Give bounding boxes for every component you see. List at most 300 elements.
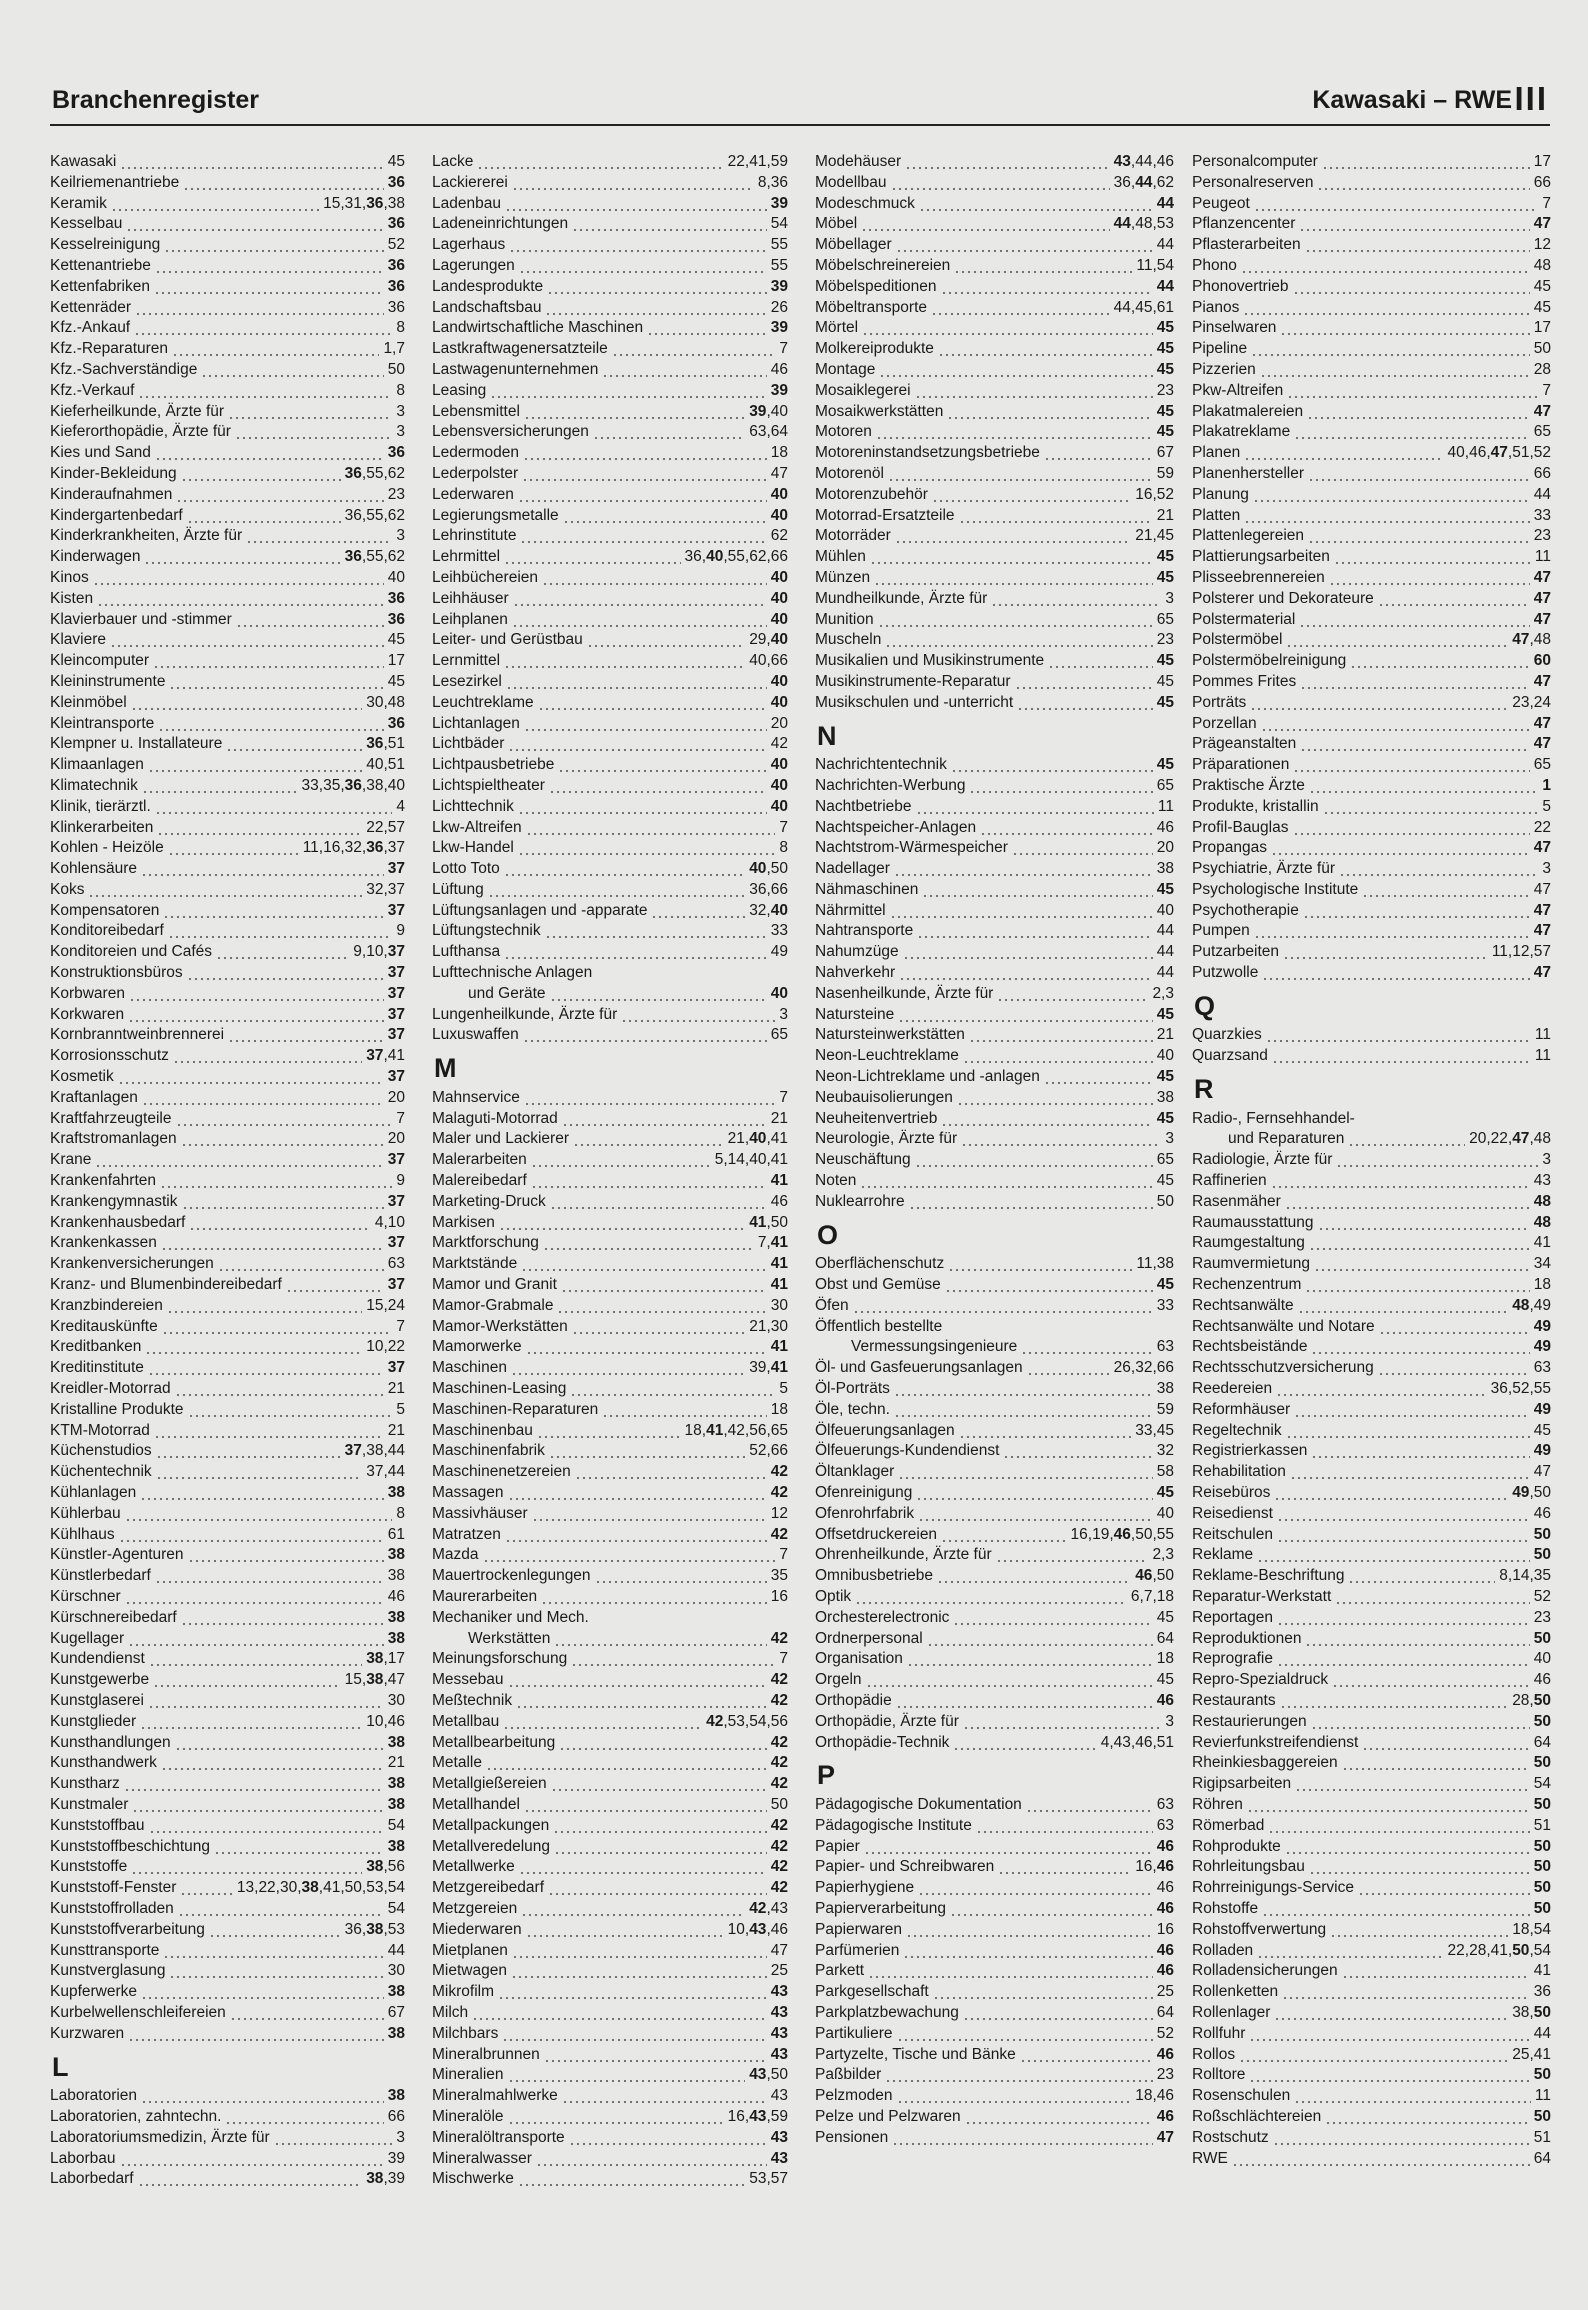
entry-pages bbox=[749, 2065, 788, 2086]
entry-pages bbox=[1157, 1005, 1174, 1026]
leader-dots bbox=[488, 880, 745, 901]
page-ref: 50 bbox=[1533, 1525, 1551, 1543]
page-ref: 44,45,61 bbox=[1113, 298, 1174, 316]
index-entry bbox=[815, 880, 1174, 901]
entry-pages bbox=[396, 1171, 405, 1192]
entry-pages bbox=[1157, 818, 1174, 839]
page-ref: 45 bbox=[1156, 360, 1174, 378]
leader-dots bbox=[1250, 693, 1508, 714]
index-entry bbox=[1192, 838, 1551, 859]
entry-pages bbox=[1534, 1587, 1551, 1608]
page-ref: 44 bbox=[1156, 943, 1174, 961]
index-entry bbox=[432, 1129, 788, 1150]
entry-label: Koks bbox=[50, 880, 85, 898]
entry-label: Kunststoff-Fenster bbox=[50, 1879, 177, 1897]
entry-label: Nachrichten-Werbung bbox=[815, 776, 966, 794]
index-entry bbox=[50, 2128, 405, 2149]
entry-label: Markisen bbox=[432, 1213, 495, 1231]
page-ref: 50 bbox=[1533, 2066, 1551, 2084]
entry-pages bbox=[771, 1275, 788, 1296]
entry-pages bbox=[771, 1025, 788, 1046]
entry-pages bbox=[1152, 1545, 1174, 1566]
index-entry bbox=[432, 1005, 788, 1026]
entry-pages bbox=[1157, 443, 1174, 464]
entry-pages bbox=[749, 1441, 788, 1462]
index-entry bbox=[432, 339, 788, 360]
entry-label: Kurzwaren bbox=[50, 2024, 125, 2042]
page-ref: 16 bbox=[770, 1587, 788, 1605]
index-entry bbox=[50, 1753, 405, 1774]
page-ref: 7 bbox=[1542, 381, 1551, 399]
leader-dots bbox=[148, 755, 362, 776]
entry-label: Rolladensicherungen bbox=[1192, 1962, 1338, 1980]
page-ref: 45 bbox=[1156, 880, 1174, 898]
leader-dots bbox=[236, 610, 384, 631]
index-entry bbox=[1192, 1608, 1551, 1629]
entry-pages bbox=[396, 381, 405, 402]
entry-pages bbox=[1534, 651, 1551, 672]
leader-dots bbox=[131, 1857, 362, 1878]
leader-dots bbox=[483, 1545, 776, 1566]
entry-pages bbox=[1157, 1296, 1174, 1317]
index-entry bbox=[50, 1358, 405, 1379]
entry-label: Röhren bbox=[1192, 1795, 1243, 1813]
index-entry bbox=[50, 1171, 405, 1192]
index-entry bbox=[50, 277, 405, 298]
page-header bbox=[50, 80, 1550, 126]
page-ref: 50 bbox=[1533, 1879, 1551, 1897]
page-ref: 45 bbox=[1156, 652, 1174, 670]
index-entry bbox=[432, 360, 788, 381]
leader-dots bbox=[593, 422, 745, 443]
page-ref: 23 bbox=[1533, 1608, 1551, 1626]
index-entry bbox=[432, 1483, 788, 1504]
page-ref: ,48 bbox=[1529, 1130, 1551, 1148]
index-entry bbox=[432, 2065, 788, 2086]
index-entry bbox=[50, 1150, 405, 1171]
page-ref: ,47 bbox=[383, 1671, 405, 1689]
entry-pages bbox=[1131, 1587, 1174, 1608]
leader-dots bbox=[128, 2024, 384, 2045]
page-ref: 29, bbox=[749, 631, 771, 649]
index-entry bbox=[1192, 755, 1551, 776]
page-ref: 8 bbox=[396, 381, 405, 399]
index-entry bbox=[432, 984, 788, 1005]
leader-dots bbox=[1244, 506, 1529, 527]
entry-label: Maschinen-Leasing bbox=[432, 1380, 567, 1398]
entry-label: Kettenantriebe bbox=[50, 256, 151, 274]
index-entry bbox=[1192, 901, 1551, 922]
index-entry bbox=[432, 2024, 788, 2045]
entry-label: Lederpolster bbox=[432, 464, 519, 482]
index-entry bbox=[432, 1753, 788, 1774]
entry-pages bbox=[396, 1400, 405, 1421]
page-ref: 26 bbox=[770, 298, 788, 316]
leader-dots bbox=[951, 755, 1153, 776]
leader-dots bbox=[561, 1275, 767, 1296]
leader-dots bbox=[1309, 1233, 1530, 1254]
entry-label: Kunstglieder bbox=[50, 1712, 137, 1730]
entry-pages bbox=[396, 1109, 405, 1130]
entry-pages bbox=[1157, 464, 1174, 485]
entry-label: Mamor-Grabmale bbox=[432, 1296, 554, 1314]
entry-pages bbox=[1157, 880, 1174, 901]
entry-pages bbox=[388, 1379, 405, 1400]
entry-label: Lackiererei bbox=[432, 173, 508, 191]
index-entry bbox=[1192, 963, 1551, 984]
index-entry bbox=[1192, 1878, 1551, 1899]
leader-dots bbox=[953, 1733, 1096, 1754]
entry-pages bbox=[1534, 1441, 1551, 1462]
entry-pages bbox=[388, 1733, 405, 1754]
entry-label: Laboratoriumsmedizin, Ärzte für bbox=[50, 2128, 270, 2146]
entry-label: Kleincomputer bbox=[50, 652, 150, 670]
leader-dots bbox=[963, 2003, 1153, 2024]
page-ref: 26,32,66 bbox=[1113, 1359, 1174, 1377]
page-ref: 21, bbox=[727, 1130, 750, 1148]
index-entry bbox=[815, 402, 1174, 423]
leader-dots bbox=[1308, 464, 1530, 485]
entry-pages bbox=[749, 1899, 788, 1920]
entry-pages bbox=[396, 797, 405, 818]
entry-pages bbox=[1534, 256, 1551, 277]
page-ref: 48 bbox=[1533, 1213, 1551, 1231]
entry-label: Kühlanlagen bbox=[50, 1484, 137, 1501]
entry-pages bbox=[1157, 1837, 1174, 1858]
entry-pages bbox=[1157, 194, 1174, 215]
entry-label: Natursteinwerkstätten bbox=[815, 1026, 965, 1044]
page-ref: 67 bbox=[1156, 444, 1174, 462]
entry-pages bbox=[771, 942, 788, 963]
entry-pages bbox=[388, 568, 405, 589]
index-entry bbox=[1192, 1192, 1551, 1213]
entry-label: Neuschäftung bbox=[815, 1151, 911, 1169]
index-entry bbox=[432, 402, 788, 423]
index-entry bbox=[815, 1129, 1174, 1150]
page-ref: 11 bbox=[1157, 797, 1174, 815]
entry-label: Mischwerke bbox=[432, 2170, 514, 2188]
index-entry bbox=[815, 1878, 1174, 1899]
entry-label: Papier bbox=[815, 1837, 860, 1855]
entry-label: Kleintransporte bbox=[50, 714, 155, 732]
leader-dots bbox=[861, 214, 1109, 235]
leader-dots bbox=[175, 1733, 384, 1754]
index-entry bbox=[50, 568, 405, 589]
page-ref: 39 bbox=[770, 194, 788, 212]
page-ref: 46 bbox=[387, 1587, 405, 1605]
entry-pages bbox=[388, 1150, 405, 1171]
entry-pages bbox=[771, 984, 788, 1005]
leader-dots bbox=[1299, 214, 1529, 235]
page-ref: 36,55,62 bbox=[344, 506, 405, 524]
index-entry bbox=[432, 2149, 788, 2170]
entry-pages bbox=[1157, 2065, 1174, 2086]
entry-label: Montage bbox=[815, 360, 876, 378]
entry-pages bbox=[1157, 1046, 1174, 1067]
entry-label: Pianos bbox=[1192, 298, 1240, 316]
index-entry bbox=[1192, 1733, 1551, 1754]
entry-label: Rollfuhr bbox=[1192, 2024, 1246, 2042]
index-entry bbox=[1192, 1337, 1551, 1358]
index-entry bbox=[50, 1192, 405, 1213]
index-entry bbox=[815, 464, 1174, 485]
page-ref: 50 bbox=[1533, 1629, 1551, 1647]
page-ref: 36 bbox=[387, 298, 405, 316]
leader-dots bbox=[575, 1462, 767, 1483]
entry-label: Polstermöbelreinigung bbox=[1192, 652, 1347, 670]
leader-dots bbox=[504, 547, 680, 568]
index-entry bbox=[50, 1837, 405, 1858]
entry-label: Lehrmittel bbox=[432, 548, 501, 566]
entry-pages bbox=[388, 963, 405, 984]
page-ref: 40 bbox=[770, 485, 788, 503]
entry-pages bbox=[771, 2149, 788, 2170]
page-ref: 50 bbox=[1533, 1899, 1551, 1917]
entry-label: Lkw-Handel bbox=[432, 839, 514, 857]
entry-label: Klimatechnik bbox=[50, 776, 138, 794]
leader-dots bbox=[866, 1670, 1153, 1691]
entry-pages bbox=[1114, 152, 1174, 173]
index-entry bbox=[432, 1629, 788, 1650]
page-ref: 47 bbox=[1533, 1463, 1551, 1481]
page-ref: 33,35, bbox=[301, 776, 345, 794]
entry-pages bbox=[1157, 339, 1174, 360]
page-ref: 45 bbox=[1156, 1671, 1174, 1689]
page-ref: 50 bbox=[1533, 2003, 1551, 2021]
page-ref: 43 bbox=[749, 2066, 767, 2084]
page-ref: 50 bbox=[1512, 1941, 1530, 1959]
entry-label: Kinos bbox=[50, 568, 89, 586]
leader-dots bbox=[1330, 1920, 1508, 1941]
index-entry bbox=[815, 1275, 1174, 1296]
leader-dots bbox=[549, 1441, 745, 1462]
entry-label: Rasenmäher bbox=[1192, 1192, 1281, 1210]
leader-dots bbox=[511, 1961, 767, 1982]
entry-pages bbox=[388, 1837, 405, 1858]
leader-dots bbox=[176, 485, 383, 506]
section-letter: P bbox=[817, 1760, 836, 1791]
leader-dots bbox=[965, 2107, 1153, 2128]
entry-pages bbox=[1114, 1358, 1174, 1379]
entry-label: Nahumzüge bbox=[815, 943, 899, 961]
entry-label: Lernmittel bbox=[432, 652, 501, 670]
entry-pages bbox=[1157, 2107, 1174, 2128]
leader-dots bbox=[931, 298, 1110, 319]
index-entry bbox=[815, 318, 1174, 339]
entry-label: Milchbars bbox=[432, 2024, 499, 2042]
leader-dots bbox=[1273, 2128, 1530, 2149]
page-ref: ,51 bbox=[383, 735, 405, 753]
page-ref: 17 bbox=[1533, 153, 1551, 170]
page-ref: 37,44 bbox=[366, 1463, 405, 1481]
page-ref: 46 bbox=[1156, 1941, 1174, 1959]
entry-pages bbox=[1534, 173, 1551, 194]
page-ref: 50 bbox=[1156, 1192, 1174, 1210]
leader-dots bbox=[511, 1358, 745, 1379]
page-ref: ,42,56,65 bbox=[723, 1421, 788, 1439]
page-ref: 40 bbox=[706, 548, 724, 566]
index-entry bbox=[50, 1109, 405, 1130]
entry-label: Pommes Frites bbox=[1192, 672, 1297, 690]
entry-label: Maschinenetzereien bbox=[432, 1463, 571, 1481]
leader-dots bbox=[1305, 1275, 1529, 1296]
entry-pages bbox=[771, 755, 788, 776]
entry-pages bbox=[388, 1088, 405, 1109]
index-column-1 bbox=[50, 152, 405, 2190]
index-entry bbox=[432, 1982, 788, 2003]
entry-label: Pkw-Altreifen bbox=[1192, 381, 1284, 399]
index-entry bbox=[50, 1649, 405, 1670]
page-ref: 46 bbox=[770, 1192, 788, 1210]
page-ref: 28 bbox=[1533, 360, 1551, 378]
entry-pages bbox=[1157, 547, 1174, 568]
section-letter: M bbox=[434, 1053, 457, 1084]
entry-pages bbox=[715, 1150, 788, 1171]
leader-dots bbox=[181, 1608, 384, 1629]
index-entry bbox=[815, 256, 1174, 277]
index-entry bbox=[1192, 402, 1551, 423]
leader-dots bbox=[651, 901, 745, 922]
entry-label: Kreditinstitute bbox=[50, 1359, 144, 1377]
leader-dots bbox=[1294, 1400, 1530, 1421]
index-entry bbox=[50, 693, 405, 714]
entry-label: Modellbau bbox=[815, 173, 887, 191]
page-ref: 47 bbox=[1533, 880, 1551, 898]
entry-pages bbox=[771, 1504, 788, 1525]
leader-dots bbox=[953, 1608, 1152, 1629]
entry-label: Öl-Porträts bbox=[815, 1380, 890, 1398]
entry-label: Kunsthandlungen bbox=[50, 1733, 171, 1751]
entry-pages bbox=[366, 1462, 405, 1483]
page-ref: 40 bbox=[770, 797, 788, 815]
page-ref: 46 bbox=[1113, 1525, 1131, 1543]
page-ref: 51 bbox=[1533, 1816, 1551, 1834]
entry-pages bbox=[345, 547, 405, 568]
entry-label: Rohstoffverwertung bbox=[1192, 1920, 1327, 1938]
entry-label: Meinungsforschung bbox=[432, 1650, 568, 1668]
entry-pages bbox=[771, 464, 788, 485]
entry-label: Phono bbox=[1192, 256, 1237, 274]
section-letter: R bbox=[1194, 1074, 1214, 1105]
entry-label: Papierverarbeitung bbox=[815, 1899, 946, 1917]
index-entry bbox=[50, 1691, 405, 1712]
entry-pages bbox=[388, 1566, 405, 1587]
leader-dots bbox=[286, 1275, 384, 1296]
page-ref: 47 bbox=[1533, 839, 1551, 857]
index-entry bbox=[50, 1857, 405, 1878]
index-entry bbox=[815, 2086, 1174, 2107]
entry-label: Metallhandel bbox=[432, 1795, 520, 1813]
entry-pages bbox=[749, 422, 788, 443]
entry-pages bbox=[1157, 1171, 1174, 1192]
leader-dots bbox=[521, 1899, 745, 1920]
page-ref: 38 bbox=[1156, 860, 1174, 878]
entry-pages bbox=[1534, 1753, 1551, 1774]
entry-label: Kosmetik bbox=[50, 1068, 114, 1086]
entry-pages bbox=[1534, 2024, 1551, 2045]
leader-dots bbox=[1254, 921, 1530, 942]
leader-dots bbox=[959, 1421, 1132, 1442]
entry-label: Reisedienst bbox=[1192, 1504, 1273, 1522]
leader-dots bbox=[571, 1649, 775, 1670]
index-entry bbox=[1192, 214, 1551, 235]
page-ref: 63 bbox=[1156, 1816, 1174, 1834]
entry-label: Klinik, tierärztl. bbox=[50, 797, 151, 815]
index-entry bbox=[50, 464, 405, 485]
index-entry bbox=[815, 485, 1174, 506]
entry-label: Reisebüros bbox=[1192, 1484, 1271, 1501]
entry-label: Nachtbetriebe bbox=[815, 797, 912, 815]
entry-label: Marktforschung bbox=[432, 1234, 539, 1252]
entry-label: Noten bbox=[815, 1172, 857, 1190]
index-entry bbox=[815, 1733, 1174, 1754]
page-ref: 36 bbox=[344, 548, 362, 566]
leader-dots bbox=[226, 734, 362, 755]
section-letter: L bbox=[52, 2051, 69, 2082]
leader-dots bbox=[1348, 1129, 1465, 1150]
entry-label: Neubauisolierungen bbox=[815, 1088, 953, 1106]
entry-pages bbox=[1512, 2045, 1551, 2066]
page-ref: 63 bbox=[1533, 1359, 1551, 1377]
entry-pages bbox=[771, 526, 788, 547]
entry-pages bbox=[1534, 714, 1551, 735]
index-entry bbox=[1192, 173, 1551, 194]
leader-dots bbox=[945, 1275, 1153, 1296]
index-entry bbox=[815, 2107, 1174, 2128]
page-ref: 36 bbox=[387, 589, 405, 607]
page-ref: 20 bbox=[387, 1130, 405, 1148]
leader-dots bbox=[890, 901, 1153, 922]
page-ref: 42 bbox=[770, 1463, 788, 1481]
leader-dots bbox=[1298, 1296, 1509, 1317]
entry-label: Kesselreinigung bbox=[50, 236, 161, 254]
page-ref: 47 bbox=[1533, 589, 1551, 607]
entry-label: Krankengymnastik bbox=[50, 1192, 178, 1210]
leader-dots bbox=[1262, 1899, 1530, 1920]
index-entry bbox=[432, 818, 788, 839]
entry-pages bbox=[345, 464, 405, 485]
leader-dots bbox=[1012, 838, 1153, 859]
index-entry bbox=[432, 2086, 788, 2107]
page-ref: 16 bbox=[1156, 1920, 1174, 1938]
entry-label: Werkstätten bbox=[468, 1629, 551, 1647]
entry-pages bbox=[388, 1192, 405, 1213]
entry-pages bbox=[1157, 1670, 1174, 1691]
leader-dots bbox=[138, 2169, 363, 2190]
page-ref: ,39 bbox=[383, 2170, 405, 2188]
leader-dots bbox=[1339, 859, 1538, 880]
index-entry bbox=[432, 1400, 788, 1421]
entry-label: KTM-Motorrad bbox=[50, 1421, 150, 1439]
page-range-title: Kawasaki – RWE bbox=[1312, 86, 1512, 114]
index-entry bbox=[50, 2169, 405, 2190]
index-entry bbox=[432, 693, 788, 714]
entry-label: Kunstgewerbe bbox=[50, 1671, 150, 1689]
page-ref: 45 bbox=[387, 672, 405, 690]
entry-label: Orgeln bbox=[815, 1671, 862, 1689]
page-ref: 40 bbox=[770, 756, 788, 774]
entry-label: Legierungsmetalle bbox=[432, 506, 559, 524]
index-entry bbox=[815, 2065, 1174, 2086]
entry-pages bbox=[1534, 2065, 1551, 2086]
leader-dots bbox=[1280, 318, 1529, 339]
entry-label: Lastkraftwagenersatzteile bbox=[432, 340, 608, 358]
entry-pages bbox=[1534, 1171, 1551, 1192]
entry-label: Möbelspeditionen bbox=[815, 277, 937, 295]
entry-label: Radiologie, Ärzte für bbox=[1192, 1151, 1333, 1169]
page-ref: ,38,40 bbox=[361, 776, 405, 794]
index-entry bbox=[50, 963, 405, 984]
